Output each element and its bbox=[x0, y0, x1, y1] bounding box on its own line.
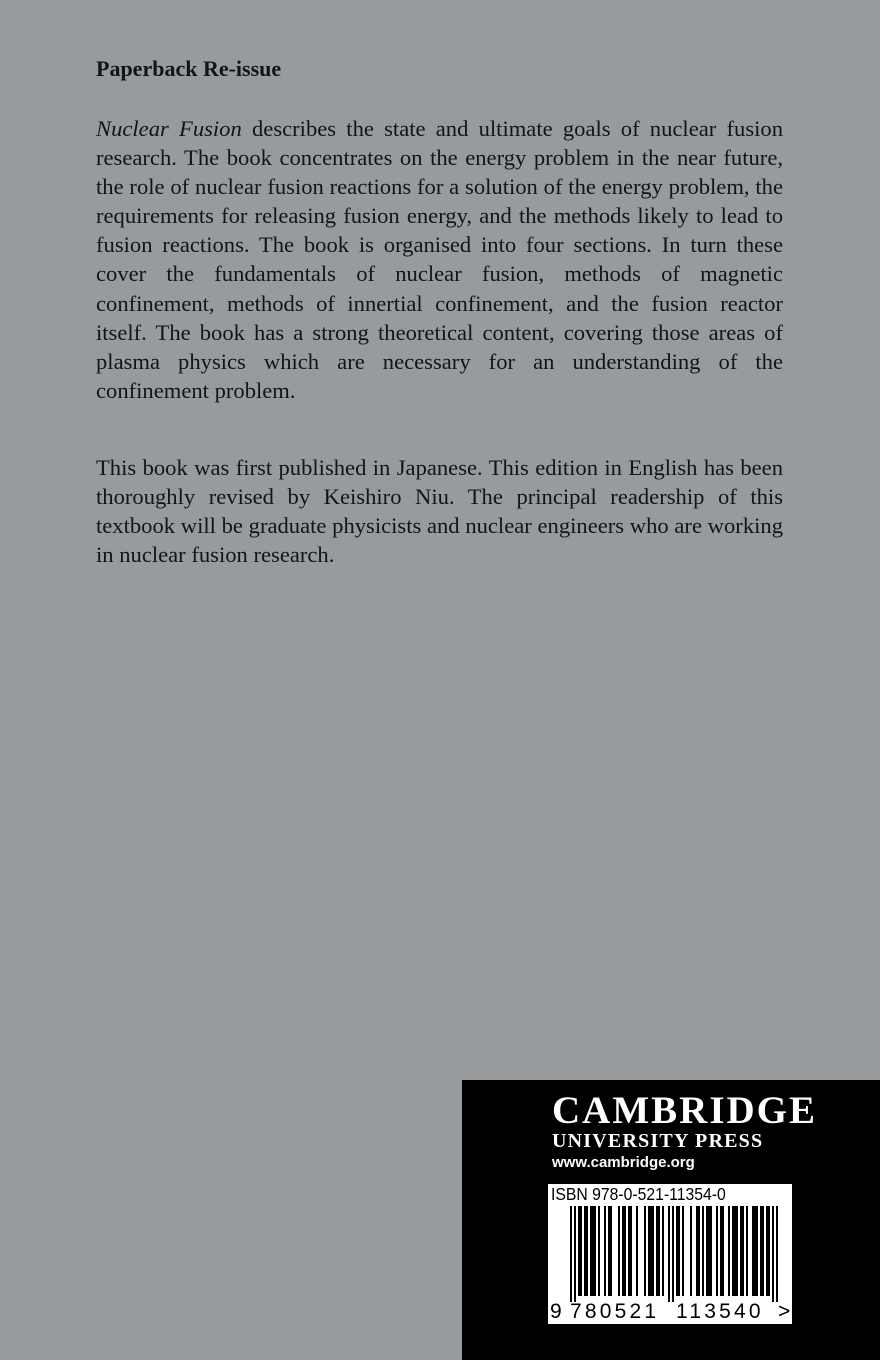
publisher-panel bbox=[462, 1080, 880, 1360]
barcode-bar bbox=[682, 1206, 684, 1296]
barcode-bar bbox=[690, 1206, 692, 1296]
barcode-bar bbox=[578, 1206, 582, 1296]
book-title: Nuclear Fusion bbox=[96, 116, 242, 141]
barcode-bar bbox=[608, 1206, 612, 1296]
barcode-bar bbox=[570, 1206, 572, 1302]
barcode-digits bbox=[548, 1300, 792, 1324]
barcode-bar bbox=[728, 1206, 730, 1296]
barcode-bars bbox=[548, 1206, 792, 1302]
publisher-url: www.cambridge.org bbox=[552, 1154, 695, 1171]
barcode-bar bbox=[618, 1206, 620, 1296]
barcode bbox=[548, 1184, 792, 1324]
barcode-bar bbox=[776, 1206, 778, 1302]
publisher-subtitle: UNIVERSITY PRESS bbox=[552, 1130, 764, 1152]
publisher-name: CAMBRIDGE bbox=[552, 1089, 818, 1132]
description-text: describes the state and ultimate goals of nuclear fusion research. The book concentrates on the energy problem in the near future, the role of nuclear fusion reactions for a solution of the energy problem, the requirements for releasing fusion energy, and the methods likely to lead to fusion reactions. The book is organised into four sections. In turn these cover the fundamentals of nuclear fusion, methods of magnetic confinement, methods of innertial confinement, and the fusion reactor itself. The book has a strong theoretical content, covering those areas of plasma physics which are necessary for an understanding of the confinement problem. bbox=[96, 116, 783, 403]
barcode-bar bbox=[622, 1206, 626, 1296]
barcode-bar bbox=[648, 1206, 654, 1296]
barcode-bar bbox=[598, 1206, 600, 1296]
barcode-bar bbox=[760, 1206, 764, 1296]
barcode-bar bbox=[720, 1206, 724, 1296]
barcode-bar bbox=[696, 1206, 700, 1296]
barcode-bar bbox=[706, 1206, 712, 1296]
barcode-bar bbox=[702, 1206, 704, 1296]
barcode-arrow: > bbox=[778, 1300, 791, 1323]
barcode-bar bbox=[662, 1206, 664, 1296]
barcode-bar bbox=[668, 1206, 670, 1302]
barcode-bar bbox=[644, 1206, 646, 1296]
isbn-label: ISBN 978-0-521-11354-0 bbox=[551, 1184, 726, 1204]
barcode-bar bbox=[656, 1206, 660, 1296]
barcode-bar bbox=[628, 1206, 632, 1296]
barcode-bar bbox=[590, 1206, 596, 1296]
barcode-bar bbox=[584, 1206, 588, 1296]
barcode-bar bbox=[772, 1206, 774, 1302]
barcode-bar bbox=[672, 1206, 674, 1302]
barcode-bar bbox=[676, 1206, 680, 1296]
barcode-lead-digit: 9 bbox=[550, 1300, 562, 1323]
barcode-bar bbox=[636, 1206, 638, 1296]
section-heading: Paperback Re-issue bbox=[96, 56, 282, 81]
barcode-bar bbox=[746, 1206, 748, 1296]
barcode-bar bbox=[732, 1206, 738, 1296]
barcode-bar bbox=[574, 1206, 576, 1302]
description-paragraph bbox=[96, 114, 783, 405]
barcode-bar bbox=[752, 1206, 758, 1296]
barcode-bar bbox=[766, 1206, 770, 1296]
edition-paragraph: This book was first published in Japanese. This edition in English has been thoroughly revised by Keishiro Niu. The principal readership of this textbook will be graduate physicists and nuclear engineers who are working in nuclear fusion research. bbox=[96, 455, 783, 568]
barcode-bar bbox=[740, 1206, 744, 1296]
barcode-bar bbox=[604, 1206, 606, 1296]
barcode-digit-group-2: 113540 bbox=[676, 1300, 764, 1323]
barcode-digit-group-1: 780521 bbox=[570, 1300, 660, 1323]
barcode-bar bbox=[716, 1206, 718, 1296]
